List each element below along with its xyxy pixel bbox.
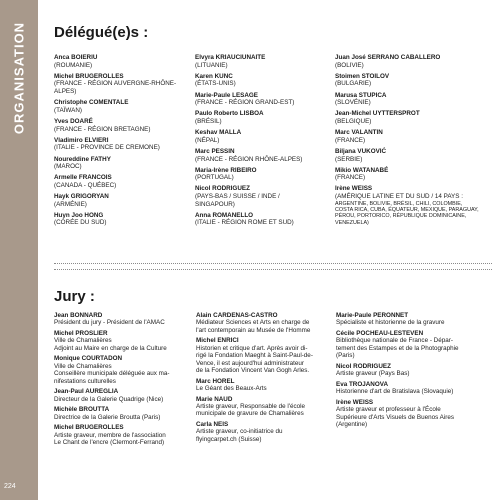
person-detail: municipale de gravure de Chamalières (196, 410, 304, 418)
person-entry (195, 212, 325, 227)
person-entry (54, 212, 184, 227)
person-detail: (NÉPAL) (195, 136, 220, 144)
person-detail: Spécialiste et historienne de la gravure (336, 319, 445, 327)
person-detail: Médiateur Sciences et Arts en charge de (196, 319, 310, 327)
person-entry (335, 167, 485, 182)
person-entry (195, 148, 325, 163)
person-name: Marc PESSIN (195, 147, 235, 155)
person-detail: (CANADA - QUÉBEC) (54, 181, 117, 189)
person-name: Jean BONNARD (54, 312, 103, 319)
person-name: Carla NEIS (196, 421, 229, 429)
person-detail: Artiste graveur (Pays Bas) (336, 370, 410, 378)
person-detail: Ville de Chamalières (54, 337, 112, 345)
person-name: Biljana VUKOVIĆ (335, 147, 387, 155)
person-name: Michel ENRICI (196, 337, 239, 345)
person-entry (54, 118, 184, 133)
person-name: Jean-Michel UYTTERSPROT (335, 110, 420, 118)
person-detail: (Paris) (336, 352, 355, 360)
sidebar (0, 0, 38, 500)
person-name: Marie-Paule PERONNET (336, 312, 409, 319)
person-detail: (SERBIE) (335, 155, 363, 163)
person-entry (54, 406, 189, 421)
person-detail: Artiste graveur, membre de l'association (54, 431, 166, 439)
person-detail: l'art contemporain au Musée de l'Homme (196, 326, 311, 334)
person-entry (54, 73, 184, 96)
person-entry (54, 99, 184, 114)
person-detail: (SLOVÉNIE) (335, 99, 371, 107)
person-name: Paulo Roberto LISBOA (195, 110, 264, 118)
person-detail: (ÉTATS-UNIS) (195, 80, 236, 88)
person-detail: (ITALIE - RÉGION ROME ET SUD) (195, 219, 294, 227)
person-entry (54, 424, 189, 446)
person-detail: (ROUMANIE) (54, 61, 93, 69)
person-entry (195, 92, 325, 107)
person-detail: (Argentine) (336, 421, 368, 429)
person-entry (195, 110, 325, 125)
dotted-divider (54, 269, 492, 270)
person-entry (54, 193, 184, 208)
person-name: Eva TROJANOVA (336, 380, 389, 388)
person-name: Michèle BROUTTA (54, 406, 110, 414)
person-entry (195, 73, 325, 88)
person-entry (196, 337, 331, 374)
person-entry (54, 54, 184, 69)
person-name: Christophe COMENTALE (54, 99, 129, 107)
delegates-column-1 (54, 54, 184, 231)
person-detail: Directeur de la Galerie Quadrige (Nice) (54, 395, 164, 403)
person-entry (196, 396, 331, 418)
person-entry (195, 185, 325, 208)
person-name: Armelle FRANCOIS (54, 174, 112, 182)
sidebar-label: ORGANISATION (11, 21, 27, 135)
person-name: Michel BRUGEROLLES (54, 72, 124, 80)
person-entry (54, 355, 189, 385)
person-entry (336, 330, 486, 360)
person-name: Marc VALANTIN (335, 129, 383, 137)
person-detail: Ville de Chamalières (54, 362, 112, 370)
person-detail: (FRANCE - RÉGION BRETAGNE) (54, 125, 151, 133)
person-entry (335, 185, 485, 226)
person-detail: tement des Estampes et de la Photographie (336, 344, 459, 352)
person-name: Elvyra KRIAUCIUNAITE (195, 54, 266, 61)
person-name: Hayk GRIGORYAN (54, 193, 109, 201)
person-entry (195, 167, 325, 182)
jury-title: Jury : (54, 288, 95, 305)
person-name: Anca BOIERIU (54, 54, 98, 61)
person-detail: (FRANCE) (335, 174, 366, 182)
person-entry (335, 73, 485, 88)
person-detail: (ARMÉNIE) (54, 200, 87, 208)
person-name: Monique COURTADON (54, 355, 123, 363)
person-name: Marc HOREL (196, 377, 235, 385)
person-entry (336, 381, 486, 396)
person-detail: (BRÉSIL) (195, 117, 222, 125)
person-name: Huyn Joo HONG (54, 211, 104, 219)
person-detail: Artiste graveur, co-initiatrice du (196, 428, 283, 436)
dotted-divider (54, 263, 492, 264)
person-entry (54, 137, 184, 152)
person-name: Vladimiro ELVIERI (54, 136, 109, 144)
person-entry (335, 54, 485, 69)
person-entry (54, 388, 189, 403)
person-name: Anna ROMANELLO (195, 211, 254, 219)
person-detail: (FRANCE - RÉGION AUVERGNE-RHÔNE-ALPES) (54, 80, 177, 95)
person-detail: Le Chant de l'encre (Clermont-Ferrand) (54, 439, 165, 447)
person-entry (336, 363, 486, 378)
person-detail: (PORTUGAL) (195, 174, 234, 182)
person-entry (336, 399, 486, 429)
person-name: Irène WEISS (335, 185, 373, 193)
person-detail: (FRANCE - RÉGION GRAND-EST) (195, 99, 295, 107)
page-number: 224 (4, 483, 16, 490)
person-name: Irène WEISS (336, 398, 374, 406)
person-detail: (TAÏWAN) (54, 106, 82, 114)
person-entry (196, 312, 331, 334)
delegates-column-2 (195, 54, 325, 231)
jury-column-2 (196, 312, 331, 446)
person-entry (195, 54, 325, 69)
person-detail: (AMÉRIQUE LATINE ET DU SUD / 14 PAYS : (335, 193, 463, 201)
person-name: Cécile POCHEAU-LESTEVEN (336, 330, 424, 337)
person-detail: (ITALIE - PROVINCE DE CREMONE) (54, 144, 160, 152)
person-detail: COSTA RICA, CUBA, ÉQUATEUR, MEXIQUE, PARAGUAY, (335, 207, 479, 214)
person-detail: (BULGARIE) (335, 80, 372, 88)
person-name: Alain CARDENAS-CASTRO (196, 312, 278, 319)
person-detail: (BELGIQUE) (335, 117, 372, 125)
person-detail: (CORÉE DU SUD) (54, 219, 107, 227)
delegates-column-3 (335, 54, 485, 230)
person-detail: Vence, il est aujourd'hui administrateur (196, 359, 304, 367)
delegates-title: Délégué(e)s : (54, 24, 149, 41)
person-entry (195, 129, 325, 144)
person-name: Nicol RODRIGUEZ (336, 362, 391, 370)
person-detail: Conseillère municipale déléguée aux ma- (54, 370, 170, 378)
person-name: Yves DOARÉ (54, 117, 93, 125)
person-entry (54, 312, 189, 327)
person-name: Keshav MALLA (195, 129, 242, 137)
person-detail: PÉROU, PORTORICO, RÉPUBLIQUE DOMINICAINE, (335, 213, 467, 220)
person-entry (335, 148, 485, 163)
person-detail: Artiste graveur, Responsable de l'école (196, 403, 306, 411)
person-detail: Artiste graveur et professeur à l'École (336, 406, 441, 414)
person-detail: (MAROC) (54, 163, 82, 171)
person-detail: rigé la Fondation Maeght à Saint-Paul-de- (196, 352, 313, 360)
person-detail: SINGAPOUR) (195, 200, 235, 208)
person-name: Maria-Irène RIBEIRO (195, 166, 257, 174)
person-entry (336, 312, 486, 327)
person-entry (335, 129, 485, 144)
person-detail: Historienne d'art de Bratislava (Slovaquie) (336, 388, 454, 396)
person-name: Jean-Paul AUREGLIA (54, 388, 119, 396)
jury-column-1 (54, 312, 189, 450)
person-name: Mikio WATANABÉ (335, 166, 389, 174)
person-detail: Directrice de la Galerie Broutta (Paris) (54, 413, 161, 421)
person-entry (196, 421, 331, 443)
person-name: Juan José SERRANO CABALLERO (335, 54, 441, 61)
person-detail: (PAYS-BAS / SUISSE / INDE / (195, 193, 280, 201)
person-detail: (FRANCE) (335, 136, 366, 144)
person-name: Marie-Paule LESAGE (195, 91, 258, 99)
person-name: Michel BRUGEROLLES (54, 424, 124, 432)
person-entry (54, 174, 184, 189)
person-detail: (LITUANIE) (195, 61, 228, 69)
person-entry (335, 110, 485, 125)
person-name: Michel PROSLIER (54, 330, 108, 337)
person-entry (54, 156, 184, 171)
person-entry (335, 92, 485, 107)
person-detail: ARGENTINE, BOLIVIE, BRÉSIL, CHILI, COLOMBIE, (335, 200, 463, 207)
jury-column-3 (336, 312, 486, 432)
person-entry (196, 378, 331, 393)
person-detail: flyingcarpet.ch (Suisse) (196, 435, 262, 443)
person-detail: Historien et critique d'art. Après avoir di- (196, 344, 308, 352)
person-name: Noureddine FATHY (54, 155, 111, 163)
person-detail: Supérieure d'Arts Visuels de Buenos Aires (336, 413, 454, 421)
person-name: Nicol RODRIGUEZ (195, 185, 250, 193)
person-name: Stoimen STOILOV (335, 72, 390, 80)
person-detail: Président du jury - Président de l'AMAC (54, 319, 165, 327)
person-detail: nifestations culturelles (54, 377, 116, 385)
person-entry (54, 330, 189, 352)
person-detail: (FRANCE - RÉGION RHÔNE-ALPES) (195, 155, 303, 163)
person-detail: Adjoint au Maire en charge de la Culture (54, 344, 167, 352)
person-detail: de la Fondation Vincent Van Gogh Arles. (196, 367, 310, 375)
person-name: Marusa STUPICA (335, 91, 387, 99)
person-name: Karen KUNC (195, 72, 233, 80)
person-detail: Bibliothèque nationale de France - Dépar- (336, 337, 453, 345)
person-detail: Le Géant des Beaux-Arts (196, 385, 267, 393)
person-detail: VENEZUELA) (335, 219, 369, 226)
person-name: Marie NAUD (196, 395, 233, 403)
person-detail: (BOLIVIE) (335, 61, 364, 69)
